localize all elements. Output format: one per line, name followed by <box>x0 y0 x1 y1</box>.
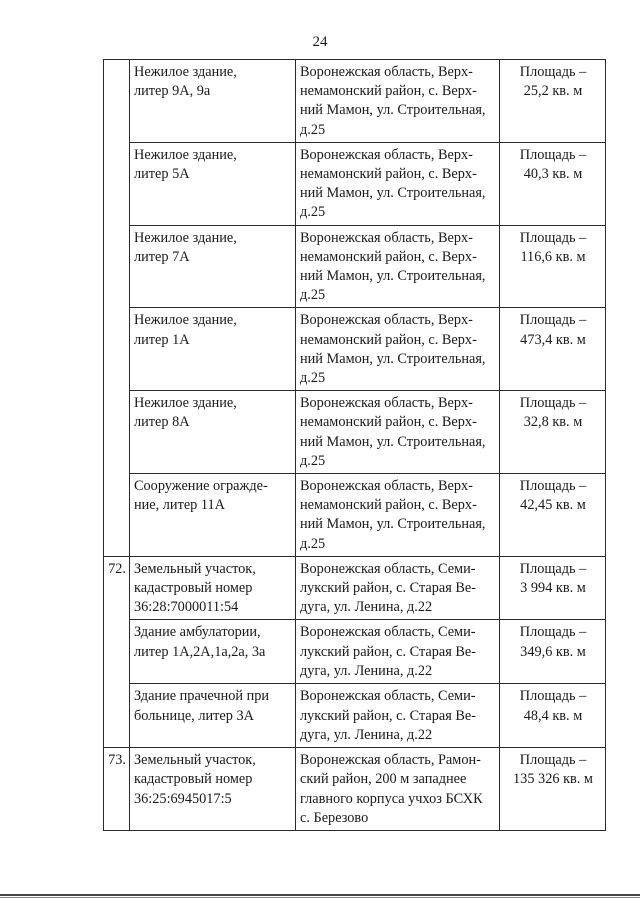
object-address: Воронежская область, Верх- немамонский район, с. Верх- ний Мамон, ул. Строительная, д.25 <box>296 225 500 308</box>
table-row <box>104 225 606 308</box>
object-address: Воронежская область, Семи- лукский район, с. Старая Ве- дуга, ул. Ленина, д.22 <box>296 620 500 684</box>
object-address: Воронежская область, Семи- лукский район, с. Старая Ве- дуга, ул. Ленина, д.22 <box>296 556 500 620</box>
object-address: Воронежская область, Верх- немамонский район, с. Верх- ний Мамон, ул. Строительная, д.25 <box>296 142 500 225</box>
object-area: Площадь – 116,6 кв. м <box>500 225 606 308</box>
object-address: Воронежская область, Семи- лукский район, с. Старая Ве- дуга, ул. Ленина, д.22 <box>296 684 500 748</box>
object-name: Сооружение огражде- ние, литер 11А <box>130 474 296 557</box>
object-area: Площадь – 3 994 кв. м <box>500 556 606 620</box>
object-name: Земельный участок, кадастровый номер 36:25:6945017:5 <box>130 748 296 831</box>
table-row <box>104 60 606 143</box>
page-number: 24 <box>312 34 328 50</box>
object-area: Площадь – 25,2 кв. м <box>500 60 606 143</box>
object-area: Площадь – 473,4 кв. м <box>500 308 606 391</box>
table-row <box>104 142 606 225</box>
property-table-body <box>104 60 606 831</box>
bottom-rule-secondary <box>0 897 640 898</box>
object-name: Нежилое здание, литер 1А <box>130 308 296 391</box>
object-name: Здание амбулатории, литер 1А,2А,1а,2а, 3а <box>130 620 296 684</box>
object-area: Площадь – 32,8 кв. м <box>500 391 606 474</box>
table-row <box>104 620 606 684</box>
table-row <box>104 556 606 620</box>
object-address: Воронежская область, Верх- немамонский район, с. Верх- ний Мамон, ул. Строительная, д.25 <box>296 308 500 391</box>
table-row <box>104 684 606 748</box>
property-table <box>103 59 606 831</box>
object-name: Нежилое здание, литер 5А <box>130 142 296 225</box>
object-name: Земельный участок, кадастровый номер 36:28:7000011:54 <box>130 556 296 620</box>
table-row <box>104 748 606 831</box>
object-address: Воронежская область, Верх- немамонский район, с. Верх- ний Мамон, ул. Строительная, д.25 <box>296 60 500 143</box>
object-area: Площадь – 40,3 кв. м <box>500 142 606 225</box>
object-address: Воронежская область, Верх- немамонский район, с. Верх- ний Мамон, ул. Строительная, д.25 <box>296 391 500 474</box>
object-address: Воронежская область, Рамон- ский район, 200 м западнее главного корпуса учхоз БСХК с. Березово <box>296 748 500 831</box>
object-area: Площадь – 48,4 кв. м <box>500 684 606 748</box>
object-address: Воронежская область, Верх- немамонский район, с. Верх- ний Мамон, ул. Строительная, д.25 <box>296 474 500 557</box>
row-number: 73. <box>104 748 130 831</box>
row-number: 72. <box>104 556 130 747</box>
bottom-rule <box>0 894 640 896</box>
object-name: Нежилое здание, литер 7А <box>130 225 296 308</box>
object-name: Нежилое здание, литер 9А, 9а <box>130 60 296 143</box>
table-row <box>104 391 606 474</box>
table-row <box>104 308 606 391</box>
object-name: Здание прачечной при больнице, литер 3А <box>130 684 296 748</box>
row-number <box>104 60 130 557</box>
object-area: Площадь – 135 326 кв. м <box>500 748 606 831</box>
object-area: Площадь – 42,45 кв. м <box>500 474 606 557</box>
object-area: Площадь – 349,6 кв. м <box>500 620 606 684</box>
object-name: Нежилое здание, литер 8А <box>130 391 296 474</box>
table-row <box>104 474 606 557</box>
